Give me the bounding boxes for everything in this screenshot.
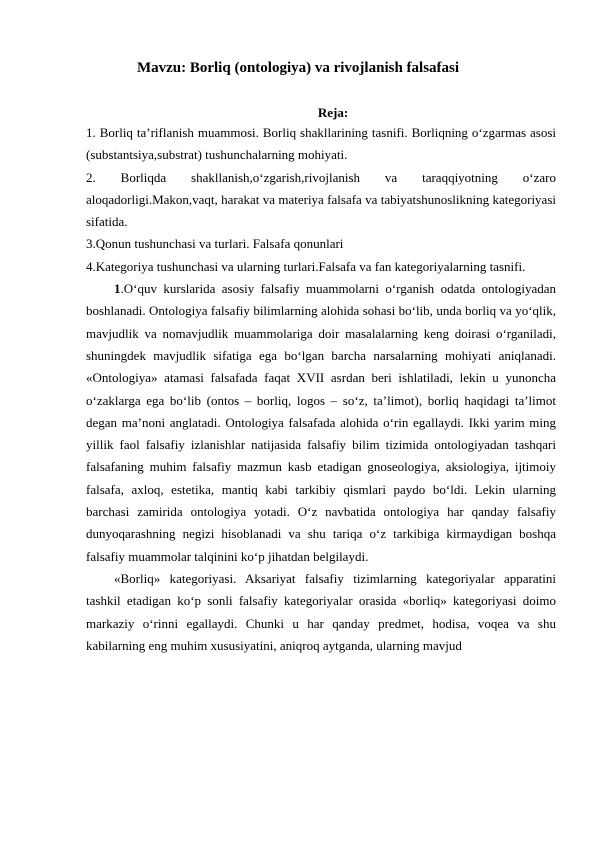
document-title: Mavzu: Borliq (ontologiya) va rivojlanish falsafasi [136,60,460,76]
plan-item-4: 4.Kategoriya tushunchasi va ularning turlari.Falsafa va fan kategoriyalarning tasnifi. [86,258,526,274]
plan-heading: Reja: [317,105,349,120]
paragraph-ontology-intro [86,278,556,568]
plan-item-1: 1. Borliq ta’riflanish muammosi. Borliq shakllarining tasnifi. Borliqning o‘zgarmas asosi (substantsiya,substrat) tushunchalarning mohiyati. [86,125,556,163]
document-body [86,122,556,657]
paragraph-borliq-category: «Borliq» kategoriyasi. Aksariyat falsafiy tizimlarning kategoriyalar apparatini tashkil etadigan ko‘p sonli falsafiy kategoriyalar orasida «borliq» kategoriyasi doimo markaziy o‘rinni egallaydi. Chunki u har qanday predmet, hodisa, voqea va shu kabilarning eng muhim xususiyatini, aniqroq aytganda, ularning mavjud [86,570,556,653]
paragraph-ontology-text: .O‘quv kurslarida asosiy falsafiy muammolarni o‘rganish odatda ontologiyadan boshlanadi. Ontologiya falsafiy bilimlarning alohida sohasi bo‘lib, unda borliq va yo‘qlik, mavjudlik va nomavjudlik muammolariga doir masalalarning keng doirasi o‘rganiladi, shuningdek mavjudlik sifatiga ega bo‘lgan barcha narsalarning mohiyati aniqlanadi. «Ontologiya» atamasi falsafada faqat XVII asrdan beri ishlatiladi, lekin u yunoncha o‘zaklarga ega bo‘lib (ontos – borliq, logos – so‘z, ta’limot), borliq haqidagi ta’limot degan ma’noni anglatadi. Ontologiya falsafada alohida o‘rin egallaydi. Ikki yarim ming yillik faol falsafiy izlanishlar natijasida falsafiy bilim tizimida ontologiyadan tashqari falsafaning muhim falsafiy mazmun kasb etadigan gnoseologiya, aksiologiya, ijtimoiy falsafa, axloq, estetika, mantiq kabi tarkibiy qismlari paydo bo‘ldi. Lekin ularning barchasi zamirida ontologiya yotadi. O‘z navbatida ontologiya har qanday falsafiy dunyoqarashning negizi hisoblanadi va shu tariqa o‘z tarkibiga kirmaydigan boshqa falsafiy muammolar talqinini ko‘p jihatdan belgilaydi. [86,281,556,564]
plan-item-2: 2. Borliqda shakllanish,o‘zgarish,rivojlanish va taraqqiyotning o‘zaro aloqadorligi.Makon,vaqt, harakat va materiya falsafa va tabiyatshunoslikning kategoriyasi sifatida. [86,169,556,230]
paragraph-number: 1 [114,281,121,297]
plan-item-3: 3.Qonun tushunchasi va turlari. Falsafa qonunlari [86,236,344,252]
